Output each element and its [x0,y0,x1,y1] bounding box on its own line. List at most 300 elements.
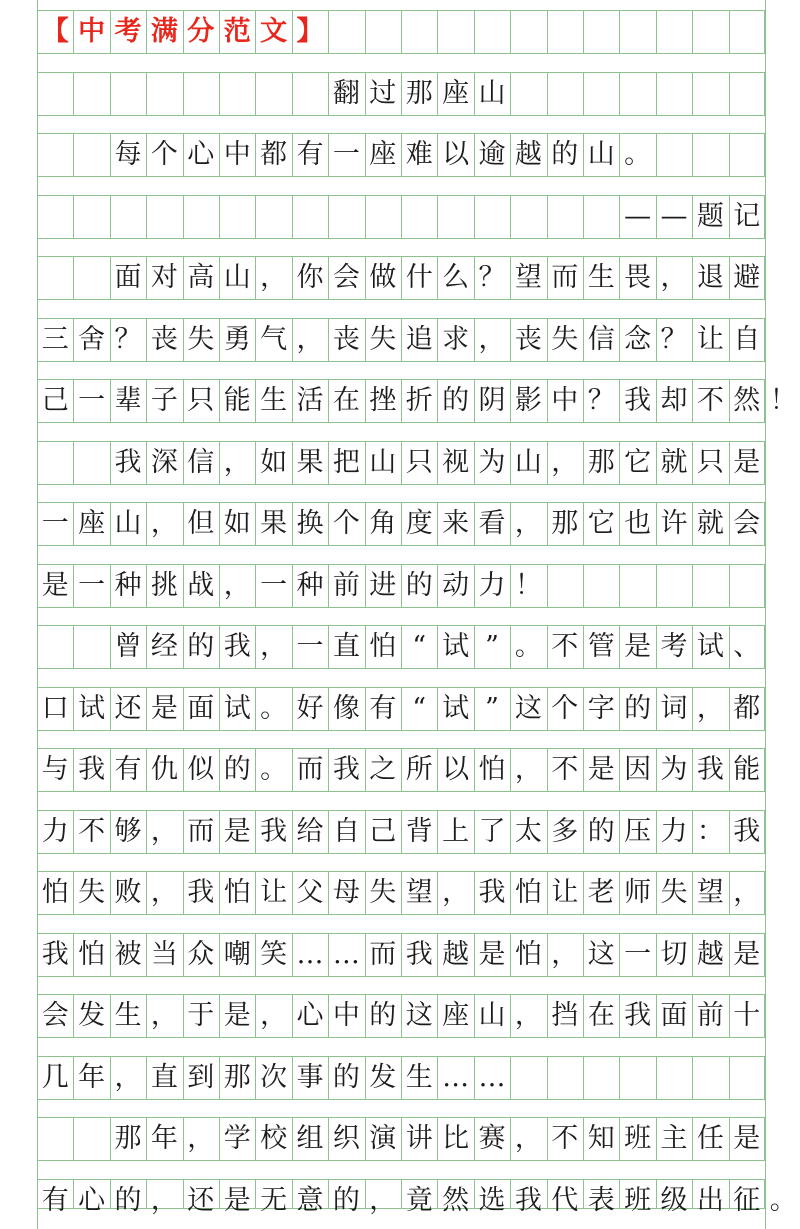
essay-line-char: 失 [369,323,397,355]
epigraph-char: 座 [369,139,397,170]
essay-title-char: 山 [478,77,506,109]
essay-line-char: 怕 [223,877,251,908]
essay-line-char: ， [696,692,724,724]
essay-line-char: 己 [369,815,397,847]
grid-cell [219,195,255,239]
essay-line-char: 生 [260,385,288,416]
essay-line-char: 高 [187,262,215,293]
essay-line-char: 畏 [624,262,652,293]
essay-line-char: ！ [514,569,542,601]
epigraph-char: 难 [405,139,433,170]
essay-line-char: ， [223,569,251,601]
essay-line-char: 山 [478,1000,506,1031]
essay-line-char: 生 [114,1000,142,1031]
essay-line-char: 师 [624,877,652,908]
essay-line-char: 这 [405,1000,433,1031]
essay-line-char: 信 [587,323,615,355]
essay-line-char: 我 [260,815,288,847]
essay-line-char: 直 [332,631,360,662]
grid-cell [474,10,510,54]
essay-line-char: 望 [405,877,433,908]
grid-cell [656,1056,692,1100]
essay-line-char: 知 [587,1123,615,1154]
essay-line-char: 能 [223,385,251,416]
essay-line-char: 试 [442,631,470,662]
essay-line-char: 自 [332,815,360,847]
essay-line-char: 中 [332,1000,360,1031]
essay-line-char: 它 [624,446,652,478]
category-tag-char: 分 [187,16,215,47]
essay-line-char: ， [478,323,506,355]
essay-line-char: 在 [587,1000,615,1031]
grid-cell [183,195,219,239]
essay-line-char: ， [223,446,251,478]
grid-cell [583,564,619,608]
essay-line-char: ， [150,508,178,539]
essay-line-char: 那 [551,508,579,539]
essay-line-char: 我 [78,754,106,785]
essay-line-char: 怕 [514,877,542,908]
essay-line-char: 一 [41,508,69,539]
grid-cell [37,195,73,239]
essay-line-char: 组 [296,1123,324,1154]
essay-line-char: ， [660,262,688,293]
essay-line-char: 有 [114,754,142,785]
essay-line-char: 那 [587,446,615,478]
essay-line-char: 折 [405,385,433,416]
essay-line-char: 是 [223,1184,251,1216]
grid-cell [73,441,109,485]
epigraph-char: 心 [187,139,215,170]
essay-line-char: ， [514,754,542,785]
epigraph-char: 的 [551,139,579,170]
essay-line-char: 年 [78,1061,106,1093]
grid-cell [656,10,692,54]
grid-cell [292,195,328,239]
grid-cell [110,195,146,239]
essay-line-char: 那 [114,1123,142,1154]
essay-line-char: ， [150,1184,178,1216]
essay-line-char: 追 [405,323,433,355]
grid-cell [547,10,583,54]
essay-line-char: 怕 [78,938,106,970]
essay-line-char: 深 [150,446,178,478]
essay-line-char: 么 [442,262,470,293]
grid-cell [328,195,364,239]
essay-line-char: 心 [78,1184,106,1216]
essay-line-char: 竟 [405,1184,433,1216]
essay-title-char: 那 [405,77,433,109]
essay-line-char: 力 [660,815,688,847]
essay-line-char: 讲 [405,1123,433,1154]
grid-cell [73,195,109,239]
essay-line-char: 压 [624,815,652,847]
essay-line-char: 的 [114,1184,142,1216]
essay-line-char: 级 [660,1184,688,1216]
essay-line-char: 比 [442,1123,470,1154]
essay-line-char: 会 [41,1000,69,1031]
grid-cell [37,441,73,485]
grid-cell [510,1056,546,1100]
grid-cell [183,72,219,116]
essay-line-char: 众 [187,938,215,970]
grid-cell [729,133,765,177]
essay-line-char: 挫 [369,385,397,416]
essay-line-char: 种 [296,569,324,601]
essay-line-char: 的 [369,1000,397,1031]
essay-line-char: 主 [660,1123,688,1154]
essay-line-char: 字 [587,692,615,724]
essay-line-char: 试 [442,692,470,724]
essay-line-char: 视 [442,446,470,478]
grid-cell [583,10,619,54]
essay-line-char: 辈 [114,385,142,416]
epigraph-char: 有 [296,139,324,170]
essay-line-char: 曾 [114,631,142,662]
essay-line-char: 。 [514,631,542,662]
grid-cell [547,195,583,239]
essay-line-char: 发 [369,1061,397,1093]
essay-line-char: 面 [660,1000,688,1031]
essay-line-char: ？ [587,385,615,416]
essay-line-char: 当 [150,938,178,970]
essay-line-char: 不 [78,815,106,847]
category-tag-char: 文 [260,16,288,47]
grid-cell [437,195,473,239]
essay-line-char: 我 [114,446,142,478]
essay-line-char: … [478,1061,506,1093]
essay-line-char: 个 [332,508,360,539]
essay-line-char: 许 [660,508,688,539]
essay-line-char: “ [412,631,427,662]
essay-line-char: 的 [332,1061,360,1093]
grid-cell [729,564,765,608]
essay-line-char: 无 [260,1184,288,1216]
essay-line-char: 太 [514,815,542,847]
category-tag-char: 【 [41,16,69,47]
essay-line-char: 嘲 [223,938,251,970]
essay-line-char: 我 [405,938,433,970]
category-tag-char: 范 [223,16,251,47]
essay-line-char: 到 [187,1061,215,1093]
essay-line-char: 所 [405,754,433,785]
essay-line-char: 一 [78,569,106,601]
essay-line-char: 山 [114,508,142,539]
epigraph-char: 以 [442,139,470,170]
essay-line-char: 老 [587,877,615,908]
essay-line-char: 力 [478,569,506,601]
essay-line-char: 却 [660,385,688,416]
essay-line-char: 经 [150,631,178,662]
grid-cell [547,72,583,116]
essay-line-char: 我 [223,631,251,662]
grid-cell [365,195,401,239]
essay-line-char: 不 [551,1123,579,1154]
grid-cell [474,195,510,239]
grid-cell [619,10,655,54]
essay-line-char: 切 [660,938,688,970]
essay-line-char: 还 [187,1184,215,1216]
grid-cell [328,10,364,54]
essay-line-char: 了 [478,815,506,847]
essay-line-char: 而 [551,262,579,293]
essay-line-char: 挡 [551,1000,579,1031]
essay-line-char: 的 [624,692,652,724]
essay-line-char: 试 [696,631,724,662]
essay-line-char: 中 [551,385,579,416]
essay-line-char: 这 [587,938,615,970]
essay-line-char: 山 [514,446,542,478]
grid-cell [619,564,655,608]
essay-line-char: 进 [369,569,397,601]
grid-cell [729,10,765,54]
essay-line-char: 失 [551,323,579,355]
essay-line-char: 年 [150,1123,178,1154]
essay-line-char: 选 [478,1184,506,1216]
essay-line-char: ， [260,631,288,662]
essay-line-char: 征 [733,1184,761,1216]
essay-line-char: 是 [223,1000,251,1031]
essay-line-char: 舍 [78,323,106,355]
essay-line-char: 我 [41,938,69,970]
essay-line-char: ， [551,938,579,970]
essay-line-char: 的 [332,1184,360,1216]
grid-cell [37,625,73,669]
essay-line-char: 一 [296,631,324,662]
essay-line-char: 的 [442,385,470,416]
essay-line-char: 来 [442,508,470,539]
grid-cell [37,256,73,300]
epigraph-attribution-char: 题 [696,200,724,232]
essay-line-char: 表 [587,1184,615,1216]
essay-line-char: 角 [369,508,397,539]
essay-line-char: 就 [696,508,724,539]
essay-line-char: 让 [551,877,579,908]
essay-line-char: 气 [260,323,288,355]
essay-line-char: 退 [696,262,724,293]
grid-cell [656,72,692,116]
grid-cell [583,72,619,116]
essay-line-char: 不 [696,385,724,416]
essay-line-char: 赛 [478,1123,506,1154]
essay-line-char: 、 [733,631,761,662]
essay-line-char: 你 [296,262,324,293]
grid-cell [292,72,328,116]
essay-line-char: 任 [696,1123,724,1154]
essay-line-char: 口 [41,692,69,724]
essay-line-char: 我 [332,754,360,785]
essay-line-char: 好 [296,692,324,724]
essay-line-char: 似 [187,754,215,785]
essay-line-char: 让 [696,323,724,355]
essay-line-char: ？ [660,323,688,355]
essay-line-char: 看 [478,508,506,539]
essay-line-char: 只 [405,446,433,478]
essay-line-char: 换 [296,508,324,539]
essay-line-char: 就 [660,446,688,478]
essay-line-char: 怕 [369,631,397,662]
grid-cell [547,564,583,608]
grid-cell [37,72,73,116]
essay-line-char: 信 [187,446,215,478]
essay-line-char: ， [114,1061,142,1093]
essay-line-char: 之 [369,754,397,785]
essay-line-char: 给 [296,815,324,847]
grid-cell [219,72,255,116]
essay-line-char: 把 [332,446,360,478]
essay-line-char: … [442,1061,470,1093]
essay-line-char: 笑 [260,938,288,970]
essay-line-char: 己 [41,385,69,416]
essay-line-char: 演 [369,1123,397,1154]
grid-cell [73,256,109,300]
essay-line-char: 它 [587,508,615,539]
grid-cell [146,195,182,239]
essay-line-char: 一 [624,938,652,970]
essay-line-char: 仇 [150,754,178,785]
epigraph-char: 个 [150,139,178,170]
essay-line-char: 代 [551,1184,579,1216]
grid-cell [619,72,655,116]
grid-cell [583,195,619,239]
essay-line-char: ， [260,262,288,293]
essay-line-char: 活 [296,385,324,416]
right-margin-line [765,0,766,1229]
essay-line-char: 望 [514,262,542,293]
essay-line-char: 班 [624,1184,652,1216]
essay-line-char: 失 [369,877,397,908]
grid-cell [547,1056,583,1100]
essay-line-char: ！ [769,385,797,416]
essay-line-char: 十 [733,1000,761,1031]
essay-line-char: 生 [587,262,615,293]
essay-line-char: ， [514,1123,542,1154]
essay-line-char: 如 [223,508,251,539]
essay-line-char: 多 [551,815,579,847]
essay-line-char: 丧 [150,323,178,355]
essay-line-char: 求 [442,323,470,355]
essay-line-char: 挑 [150,569,178,601]
essay-line-char: 的 [223,754,251,785]
grid-cell [437,10,473,54]
essay-line-char: 三 [41,323,69,355]
grid-cell [583,1056,619,1100]
grid-cell [692,133,728,177]
essay-line-char: 而 [369,938,397,970]
grid-cell [692,72,728,116]
grid-cell [73,1117,109,1161]
essay-line-char: 被 [114,938,142,970]
essay-line-char: 试 [223,692,251,724]
essay-line-char: 不 [551,754,579,785]
essay-line-char: 于 [187,1000,215,1031]
essay-line-char: 是 [624,631,652,662]
essay-line-char: ， [442,877,470,908]
essay-line-char: 我 [514,1184,542,1216]
essay-line-char: 因 [624,754,652,785]
grid-cell [37,133,73,177]
essay-line-char: 做 [369,262,397,293]
essay-line-char: 校 [260,1123,288,1154]
essay-line-char: ？ [478,262,506,293]
essay-line-char: … [296,938,324,970]
essay-line-char: 山 [223,262,251,293]
essay-line-char: 座 [442,1000,470,1031]
essay-line-char: ， [187,1123,215,1154]
essay-line-char: ” [485,692,499,724]
essay-line-char: 。 [769,1184,797,1216]
essay-line-char: 前 [696,1000,724,1031]
grid-cell [729,1056,765,1100]
essay-line-char: 背 [405,815,433,847]
essay-line-char: 父 [296,877,324,908]
essay-line-char: 出 [696,1184,724,1216]
category-tag-char: 】 [296,16,324,47]
essay-line-char: 还 [114,692,142,724]
essay-line-char: 上 [442,815,470,847]
essay-line-char: 动 [442,569,470,601]
essay-line-char: 我 [624,1000,652,1031]
essay-line-char: 然 [733,385,761,416]
essay-line-char: 勇 [223,323,251,355]
essay-line-char: 战 [187,569,215,601]
grid-cell [692,564,728,608]
essay-line-char: 度 [405,508,433,539]
essay-line-char: 直 [150,1061,178,1093]
essay-line-char: 失 [78,877,106,908]
epigraph-attribution-char: — [660,200,688,232]
essay-line-char: 会 [332,262,360,293]
essay-line-char: 能 [733,754,761,785]
grid-cell [619,1056,655,1100]
essay-line-char: 生 [405,1061,433,1093]
epigraph-char: 每 [114,139,142,170]
epigraph-char: 。 [624,139,652,170]
grid-cell [255,72,291,116]
essay-title-char: 座 [442,77,470,109]
essay-line-char: ” [485,631,499,662]
grid-cell [146,72,182,116]
grid-cell [510,72,546,116]
grid-cell [656,564,692,608]
essay-line-char: 如 [260,446,288,478]
grid-cell [510,195,546,239]
essay-line-char: 发 [78,1000,106,1031]
essay-line-char: 我 [478,877,506,908]
left-margin-line [37,0,38,1229]
essay-line-char: ， [369,1184,397,1216]
grid-cell [401,195,437,239]
essay-line-char: 母 [332,877,360,908]
essay-line-char: 会 [733,508,761,539]
essay-line-char: 是 [478,938,506,970]
grid-cell [510,10,546,54]
essay-line-char: 失 [187,323,215,355]
essay-line-char: 是 [733,938,761,970]
essay-line-char: 以 [442,754,470,785]
essay-line-char: 越 [696,938,724,970]
essay-line-char: 有 [369,692,397,724]
epigraph-char: 逾 [478,139,506,170]
grid-cell [692,1056,728,1100]
essay-line-char: ， [260,1000,288,1031]
essay-line-char: 败 [114,877,142,908]
essay-line-char: 我 [733,815,761,847]
essay-line-char: 而 [187,815,215,847]
essay-line-char: 而 [296,754,324,785]
essay-line-char: 什 [405,262,433,293]
essay-line-char: 怕 [41,877,69,908]
